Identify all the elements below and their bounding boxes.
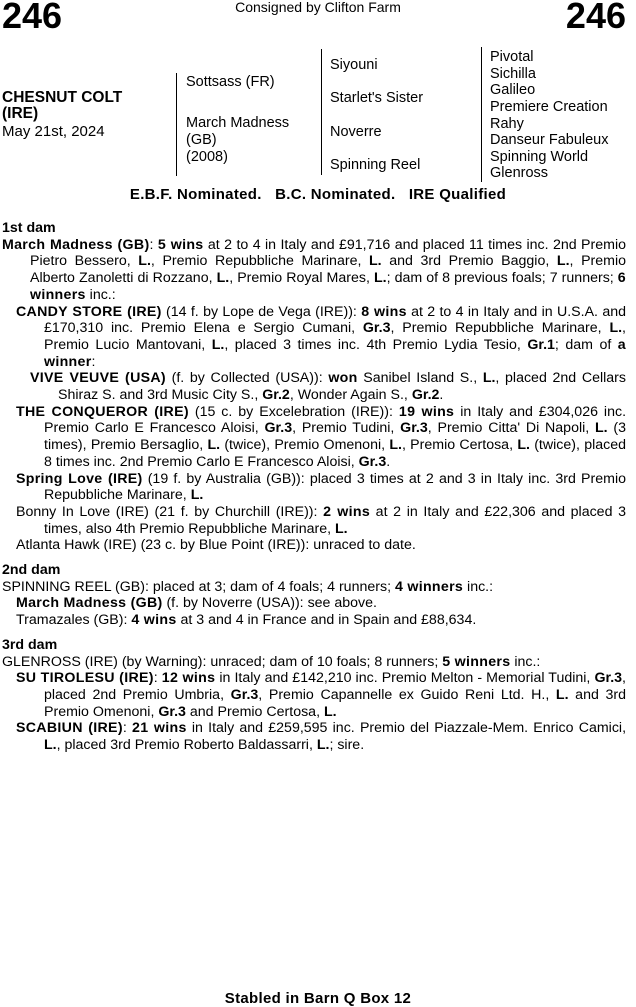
produce-march-madness: March Madness (GB) (f. by Noverre (USA)): see above.: [16, 595, 377, 612]
pedigree-gen4-5: Rahy: [490, 116, 524, 132]
pedigree-gen3-1: Siyouni: [330, 57, 378, 73]
lot-number-right: 246: [565, 0, 626, 36]
pedigree-gen4-3: Galileo: [490, 82, 536, 98]
second-dam-heading: 2nd dam: [2, 562, 61, 579]
consignor: Consigned by Clifton Farm: [235, 0, 401, 15]
pedigree-sire: Sottsass (FR): [186, 74, 275, 90]
produce-atlanta-hawk: Atlanta Hawk (IRE) (23 c. by Blue Point (IRE)): unraced to date.: [16, 537, 416, 554]
third-dam-entry: GLENROSS (IRE) (by Warning): unraced; dam of 10 foals; 8 runners; 5 winners inc.:: [2, 653, 541, 670]
pedigree-dam-year: (2008): [186, 149, 228, 165]
horse-foaled: May 21st, 2024: [2, 123, 105, 140]
pedigree-gen4-4: Premiere Creation: [490, 99, 608, 115]
catalogue-body: [2, 220, 626, 754]
produce-the-conqueror: THE CONQUEROR (IRE) (15 c. by Excelebration (IRE)): 19 wins in Italy and £304,026 inc. Premio Carlo E Francesco Aloisi, Gr.3, Premio Tudini, Gr.3, Premio Citta' Di Napoli, L. (3 times), Premio Bersaglio, L. (twice), Premio Omenoni, L., Premio Certosa, L. (twice), placed 8 times inc. 2nd Premio Carlo E Francesco Aloisi, Gr.3.: [16, 403, 627, 470]
horse-country: (IRE): [2, 105, 39, 122]
pedigree-bracket-3: [481, 47, 482, 182]
pedigree-bracket-2: [321, 49, 322, 175]
produce-su-tirolesu: SU TIROLESU (IRE): 12 wins in Italy and £142,210 inc. Premio Melton - Memorial Tudini, Gr.3, placed 2nd Premio Umbria, Gr.3, Premio Capannelle ex Guido Reni Ltd. H., L. and 3rd Premio Omenoni, Gr.3 and Premio Certosa, L.: [16, 670, 626, 720]
first-dam-heading: 1st dam: [2, 220, 56, 236]
pedigree-gen4-6: Danseur Fabuleux: [490, 132, 609, 148]
horse-name: CHESNUT COLT: [2, 89, 123, 106]
produce-scabiun: SCABIUN (IRE): 21 wins in Italy and £259,595 inc. Premio del Piazzale-Mem. Enrico Camici, L., placed 3rd Premio Roberto Baldassarri, L.; sire.: [16, 720, 627, 754]
lot-number-left: 246: [2, 0, 63, 36]
produce-vive-veuve: VIVE VEUVE (USA) (f. by Collected (USA)): won Sanibel Island S., L., placed 2nd Cellars Shiraz S. and 3rd Music City S., Gr.2, Wonder Again S., Gr.2.: [30, 370, 626, 404]
pedigree-gen3-4: Spinning Reel: [330, 157, 421, 173]
produce-spring-love: Spring Love (IRE) (19 f. by Australia (GB)): placed 3 times at 2 and 3 in Italy inc. 3rd Premio Repubbliche Marinare, L.: [16, 470, 626, 504]
produce-bonny-in-love: Bonny In Love (IRE) (21 f. by Churchill (IRE)): 2 wins at 2 in Italy and £22,306 and placed 3 times, also 4th Premio Repubbliche Marinare, L.: [16, 503, 627, 537]
nominations: E.B.F. Nominated. B.C. Nominated. IRE Qualified: [129, 186, 507, 203]
pedigree-gen4-2: Sichilla: [490, 66, 536, 82]
first-dam-entry: March Madness (GB): 5 wins at 2 to 4 in Italy and £91,716 and placed 11 times inc. 2nd Premio Pietro Bessero, L., Premio Repubbliche Marinare, L. and 3rd Premio Baggio, L., Premio Alberto Zanoletti di Rozzano, L., Premio Royal Mares, L.; dam of 8 previous foals; 7 runners; 6 winners inc.:: [2, 236, 627, 303]
third-dam-heading: 3rd dam: [2, 636, 58, 653]
pedigree-dam: March Madness: [186, 115, 290, 131]
second-dam-entry: SPINNING REEL (GB): placed at 3; dam of 4 foals; 4 runners; 4 winners inc.:: [2, 578, 494, 595]
produce-candy-store: CANDY STORE (IRE) (14 f. by Lope de Vega (IRE)): 8 wins at 2 to 4 in Italy and in U.S.A. and £170,310 inc. Premio Elena e Sergio Cumani, Gr.3, Premio Repubbliche Marinare, L., Premio Lucio Mantovani, L., placed 3 times inc. 4th Premio Lydia Tesio, Gr.1; dam of a winner:: [16, 303, 627, 370]
pedigree-gen4-7: Spinning World: [490, 149, 589, 165]
pedigree-gen3-3: Noverre: [330, 124, 382, 140]
pedigree-gen3-2: Starlet's Sister: [330, 90, 424, 106]
pedigree-bracket-1: [176, 73, 177, 176]
pedigree-dam-country: (GB): [186, 132, 217, 148]
stabling-info: Stabled in Barn Q Box 12: [224, 990, 412, 1007]
produce-tramazales: Tramazales (GB): 4 wins at 3 and 4 in France and in Spain and £88,634.: [16, 612, 477, 629]
pedigree-gen4-8: Glenross: [490, 165, 549, 181]
pedigree-gen4-1: Pivotal: [490, 49, 534, 65]
